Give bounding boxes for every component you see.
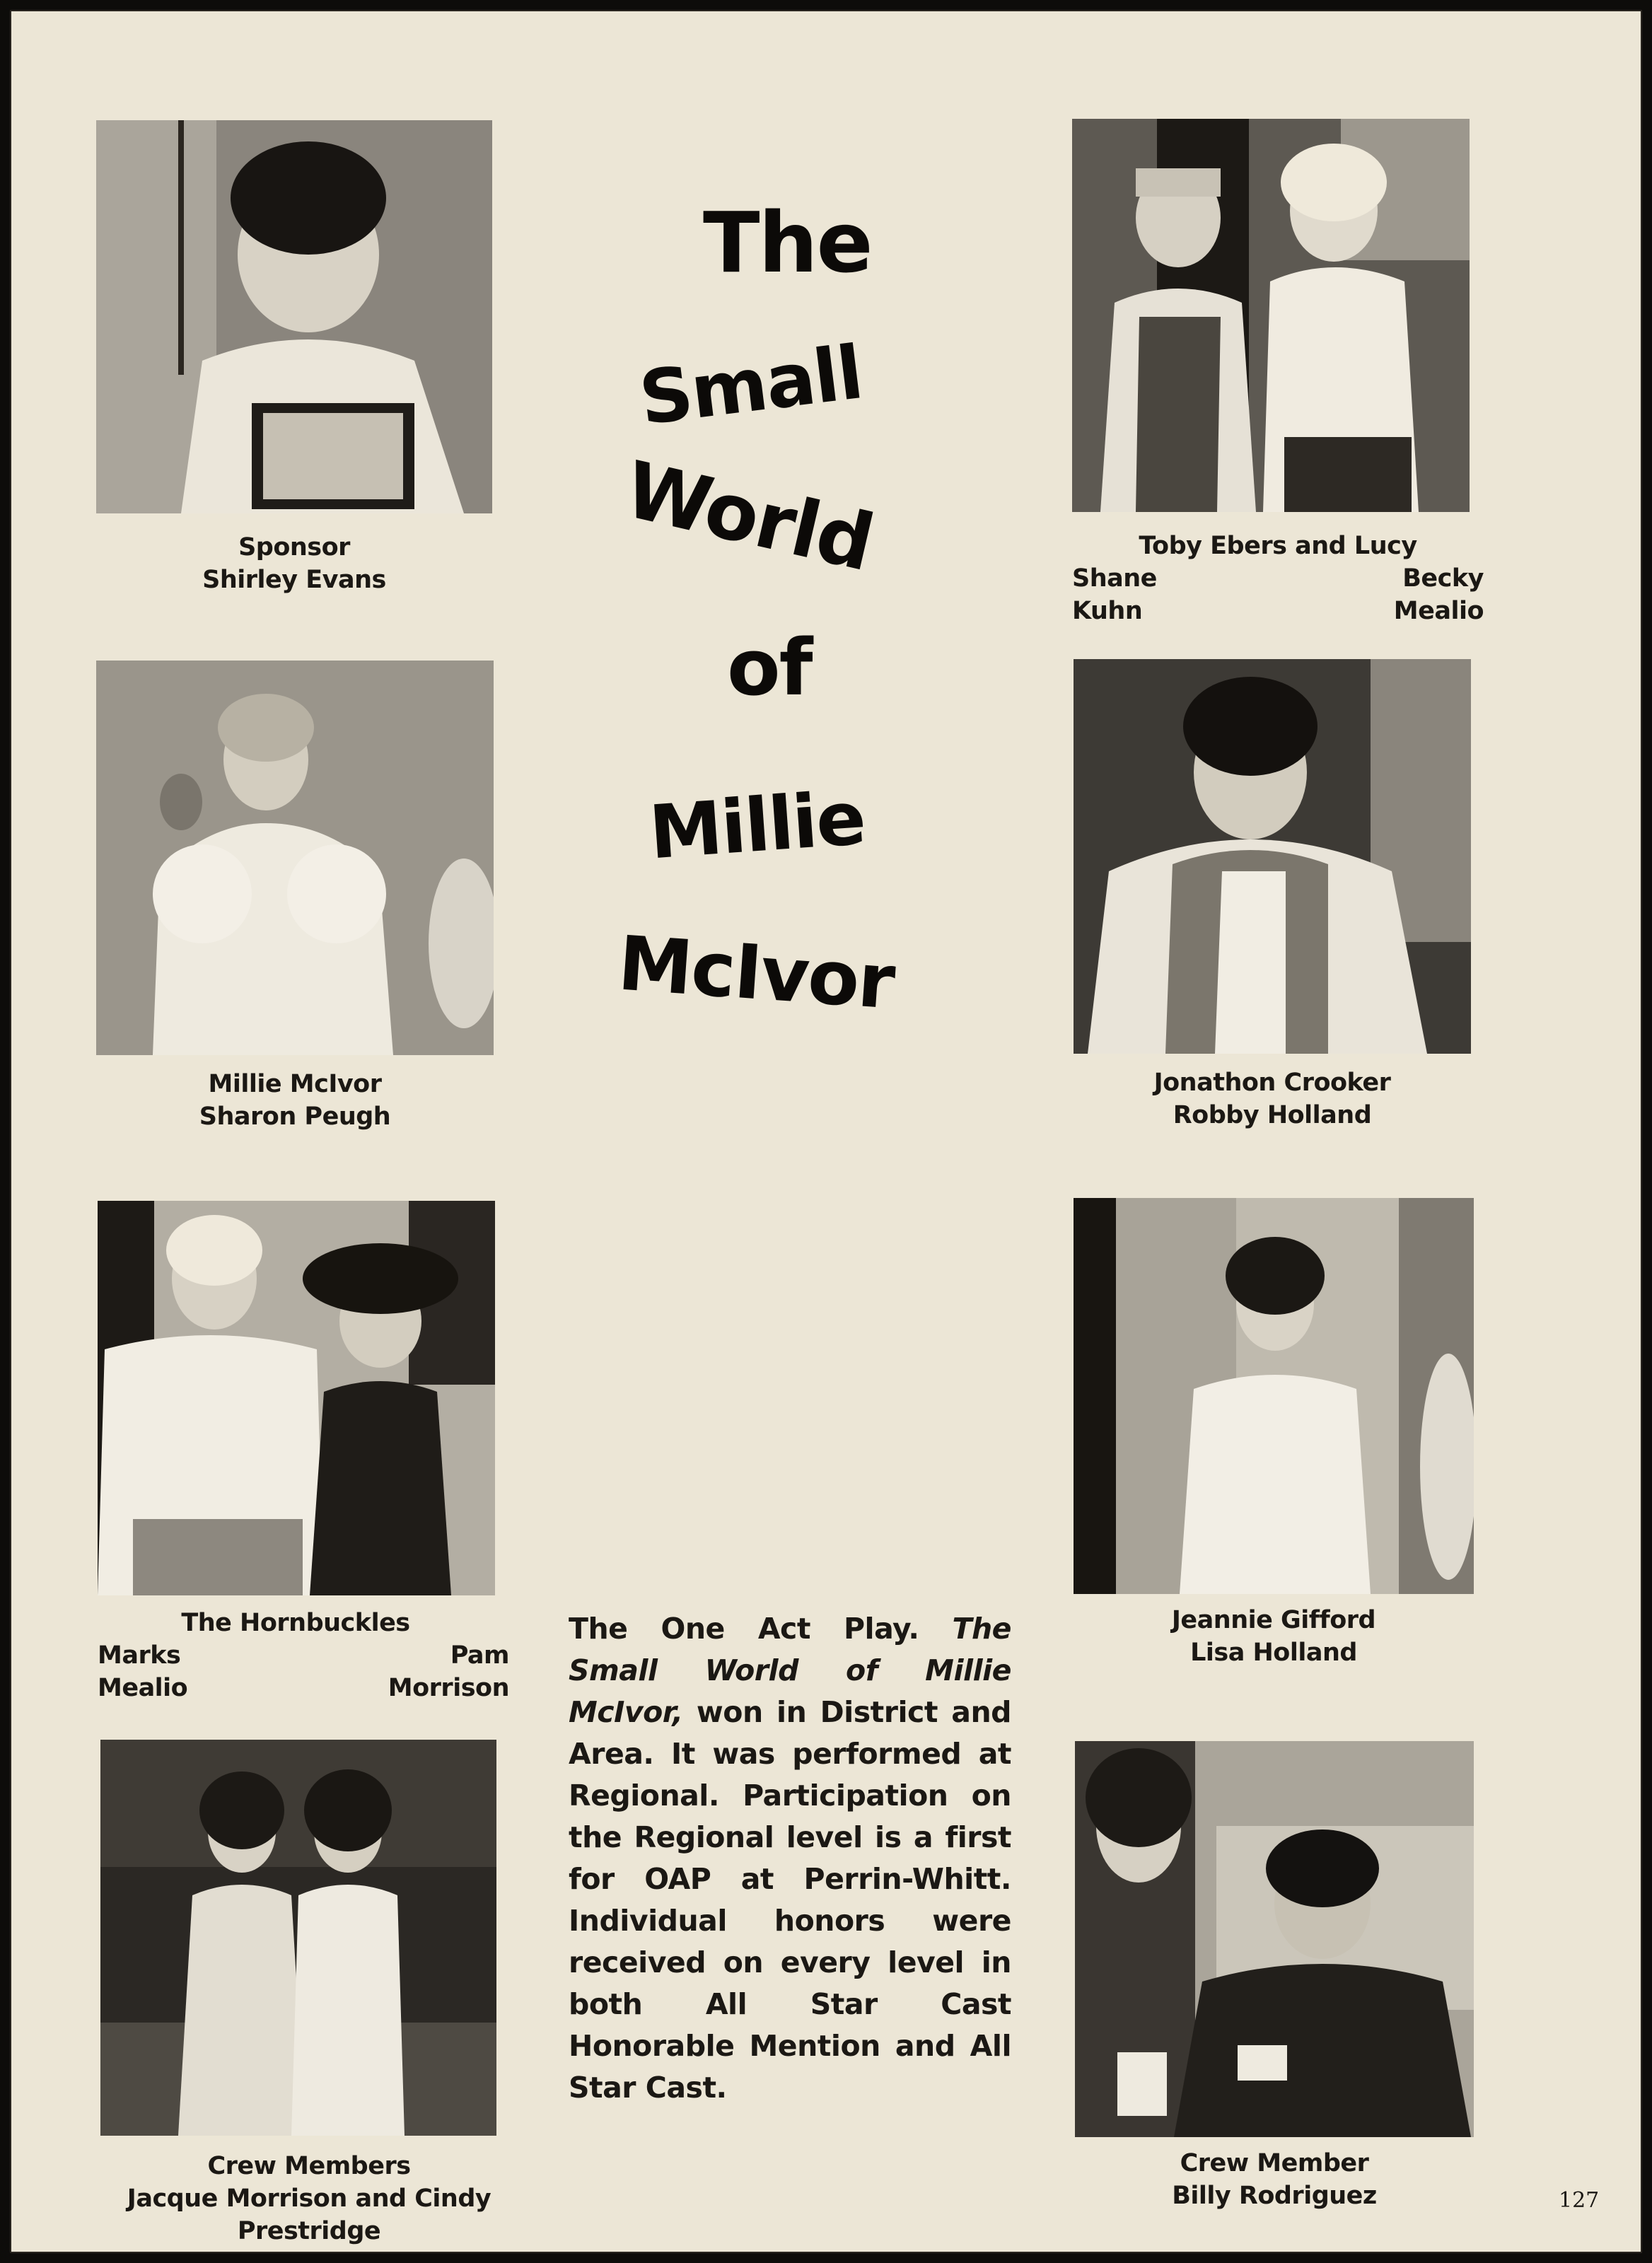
photo-millie xyxy=(96,661,494,1055)
caption-jeannie xyxy=(1074,1604,1474,1669)
caption-hornbuckles-last-2: Morrison xyxy=(388,1674,509,1702)
caption-crew-member-name: Billy Rodriguez xyxy=(1172,2182,1377,2210)
caption-hornbuckles xyxy=(98,1607,509,1704)
photo-sponsor xyxy=(96,120,492,513)
photo-jeannie xyxy=(1074,1198,1474,1594)
photo-toby-lucy xyxy=(1072,119,1470,512)
caption-toby-lucy-names xyxy=(1072,562,1484,627)
photo-crew-members-image xyxy=(100,1740,496,2136)
caption-hornbuckles-last-1: Mealio xyxy=(98,1674,188,1702)
title-the: The xyxy=(703,194,872,291)
photo-millie-image xyxy=(96,661,494,1055)
caption-sponsor xyxy=(96,531,492,596)
caption-crew-members xyxy=(100,2150,518,2247)
caption-hornbuckles-first-1: Marks xyxy=(98,1641,181,1670)
caption-jonathon-role: Jonathon Crooker xyxy=(1153,1069,1391,1097)
photo-toby-lucy-image xyxy=(1072,119,1470,512)
caption-jeannie-name: Lisa Holland xyxy=(1190,1639,1357,1667)
page-number: 127 xyxy=(1559,2188,1600,2213)
caption-crew-members-names-1: Jacque Morrison and Cindy xyxy=(127,2185,491,2213)
caption-toby-lucy-role: Toby Ebers and Lucy xyxy=(1139,532,1417,560)
photo-hornbuckles-image xyxy=(98,1201,495,1595)
title-world: World xyxy=(617,443,881,589)
caption-toby-lucy xyxy=(1072,530,1484,627)
caption-sponsor-name: Shirley Evans xyxy=(202,566,386,594)
caption-hornbuckles-names xyxy=(98,1639,509,1704)
photo-sponsor-image xyxy=(96,120,492,513)
caption-millie xyxy=(96,1068,494,1133)
caption-jonathon-name: Robby Holland xyxy=(1173,1101,1372,1129)
caption-lucy-last: Mealio xyxy=(1393,597,1484,625)
caption-sponsor-role: Sponsor xyxy=(238,533,350,562)
body-play-title: The Small World of Millie McIvor, xyxy=(569,1612,1011,1729)
caption-crew-member-role: Crew Member xyxy=(1180,2149,1369,2177)
photo-jeannie-image xyxy=(1074,1198,1474,1594)
photo-crew-members xyxy=(100,1740,496,2136)
photo-hornbuckles xyxy=(98,1201,495,1595)
caption-crew-members-names-2: Prestridge xyxy=(237,2217,381,2245)
photo-crew-member xyxy=(1075,1741,1474,2137)
title-small: Small xyxy=(634,329,867,442)
body-lead: The One Act Play. xyxy=(569,1612,919,1646)
body-paragraph xyxy=(569,1608,1011,2109)
caption-millie-name: Sharon Peugh xyxy=(199,1103,391,1131)
photo-jonathon-image xyxy=(1074,659,1471,1054)
caption-jeannie-role: Jeannie Gifford xyxy=(1171,1606,1376,1634)
title-of: of xyxy=(727,622,812,713)
title-millie: Millie xyxy=(646,774,868,876)
caption-toby-first: Shane xyxy=(1072,564,1157,593)
title-mcivor: McIvor xyxy=(615,919,897,1026)
caption-jonathon xyxy=(1074,1066,1471,1132)
photo-jonathon xyxy=(1074,659,1471,1054)
caption-crew-member xyxy=(1075,2147,1474,2212)
caption-toby-last: Kuhn xyxy=(1072,597,1143,625)
caption-lucy-first: Becky xyxy=(1402,564,1484,593)
caption-millie-role: Millie McIvor xyxy=(208,1070,382,1098)
body-rest: won in District and Area. It was performed at Regional. Participation on the Regional level is a first for OAP at Perrin-Whitt. Individual honors were received on every level in both All Star Cast Honorable Mention and All Star Cast. xyxy=(569,1695,1011,2105)
yearbook-page xyxy=(10,10,1642,2253)
caption-crew-members-role: Crew Members xyxy=(207,2152,411,2180)
caption-hornbuckles-role: The Hornbuckles xyxy=(181,1609,410,1637)
caption-hornbuckles-first-2: Pam xyxy=(450,1641,509,1670)
photo-crew-member-image xyxy=(1075,1741,1474,2137)
